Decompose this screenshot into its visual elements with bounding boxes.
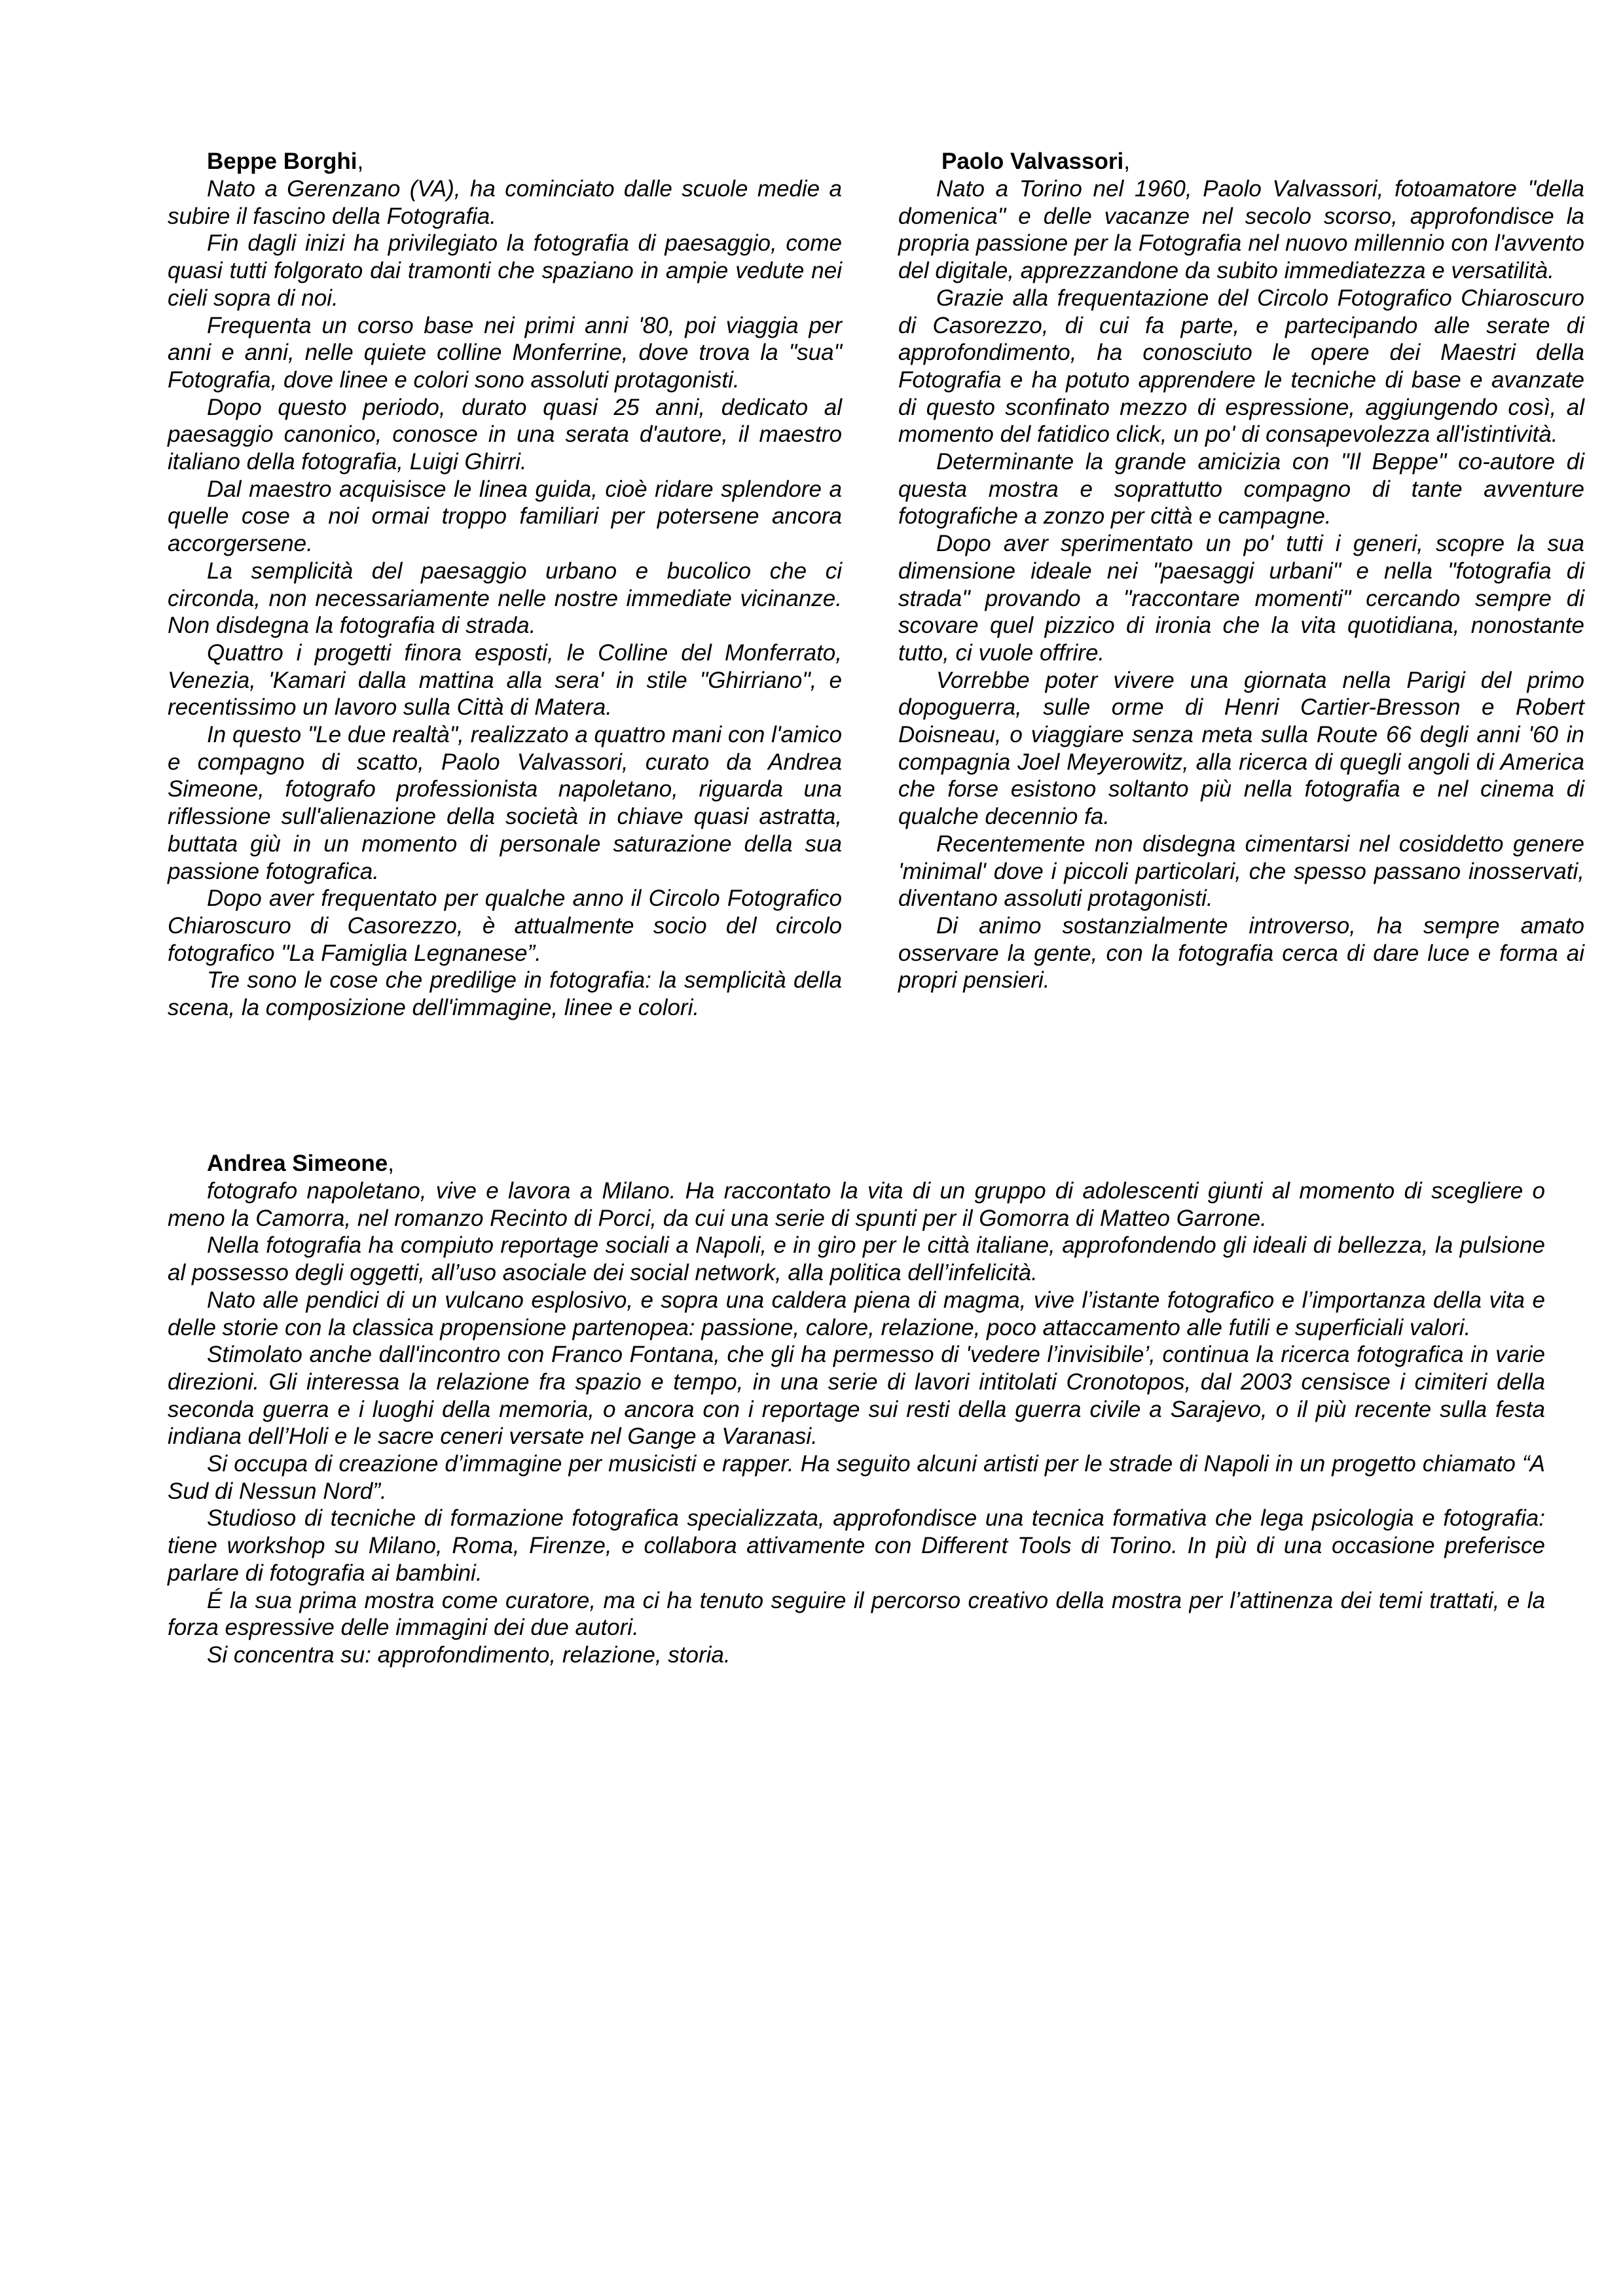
bio-heading <box>207 1150 1545 1177</box>
bio-paragraph: Nella fotografia ha compiuto reportage sociali a Napoli, e in giro per le città italiane, approfondendo gli ideali di bellezza, la pulsione al possesso degli oggetti, all’uso asociale dei social network, alla politica dell’infelicità. <box>168 1232 1545 1286</box>
bio-paragraph: Vorrebbe poter vivere una giornata nella Parigi del primo dopoguerra, sulle orme di Henri Cartier-Bresson e Robert Doisneau, o viaggiare senza meta sulla Route 66 degli anni '60 in compagnia Joel Meyerowitz, alla ricerca di quegli angoli di America che forse esistono soltanto più nella fotografia e nel cinema di qualche decennio fa. <box>898 667 1584 830</box>
bio-paragraph: Dopo questo periodo, durato quasi 25 anni, dedicato al paesaggio canonico, conosce in una serata d'autore, il maestro italiano della fotografia, Luigi Ghirri. <box>168 394 842 475</box>
bio-paragraph: Frequenta un corso base nei primi anni '80, poi viaggia per anni e anni, nelle quiete colline Monferrine, dove trova la "sua" Fotografia, dove linee e colori sono assoluti protagonisti. <box>168 312 842 393</box>
bio-paragraph: Si occupa di creazione d’immagine per musicisti e rapper. Ha seguito alcuni artisti per le strade di Napoli in un progetto chiamato “A Sud di Nessun Nord”. <box>168 1451 1545 1504</box>
author-name: Paolo Valvassori <box>941 149 1124 174</box>
bio-paragraph: Tre sono le cose che predilige in fotografia: la semplicità della scena, la composizione dell'immagine, linee e colori. <box>168 967 842 1021</box>
bio-paragraph: La semplicità del paesaggio urbano e bucolico che ci circonda, non necessariamente nelle nostre immediate vicinanze. Non disdegna la fotografia di strada. <box>168 558 842 639</box>
bio-heading <box>207 148 842 175</box>
bio-paragraph: Grazie alla frequentazione del Circolo Fotografico Chiaroscuro di Casorezzo, di cui fa parte, e partecipando alle serate di approfondimento, ha conosciuto le opere dei Maestri della Fotografia e ha potuto apprendere le tecniche di base e avanzate di questo sconfinato mezzo di espressione, aggiungendo così, al momento del fatidico click, un po' di consapevolezza all'istintività. <box>898 285 1584 448</box>
author-name: Andrea Simeone <box>207 1151 388 1176</box>
bio-paragraph: Dopo aver frequentato per qualche anno il Circolo Fotografico Chiaroscuro di Casorezzo, è attualmente socio del circolo fotografico "La Famiglia Legnanese”. <box>168 886 842 966</box>
bio-paragraph: Stimolato anche dall'incontro con Franco Fontana, che gli ha permesso di 'vedere l’invisibile’, continua la ricerca fotografica in varie direzioni. Gli interessa la relazione fra spazio e tempo, in una serie di lavori intitolati Cronotopos, dal 2003 censisce i cimiteri della seconda guerra e i luoghi della memoria, o ancora con i reportage sui resti della guerra civile a Sarajevo, o il più recente sulla festa indiana dell’Holi e le sacre ceneri versate nel Gange a Varanasi. <box>168 1342 1545 1450</box>
bio-paragraph: Nato alle pendici di un vulcano esplosivo, e sopra una caldera piena di magma, vive l’istante fotografico e l’importanza della vita e delle storie con la classica propensione partenopea: passione, calore, relazione, poco attaccamento alle futili e superficiali valori. <box>168 1287 1545 1340</box>
bio-paolo-valvassori <box>898 148 1584 994</box>
name-suffix: , <box>1123 149 1130 174</box>
bio-paragraph: Fin dagli inizi ha privilegiato la fotografia di paesaggio, come quasi tutti folgorato dai tramonti che spaziano in ampie vedute nei cieli sopra di noi. <box>168 230 842 311</box>
name-suffix: , <box>388 1151 394 1176</box>
bio-paragraph: In questo "Le due realtà", realizzato a quattro mani con l'amico e compagno di scatto, Paolo Valvassori, curato da Andrea Simeone, fotografo professionista napoletano, riguarda una riflessione sull'alienazione della società in chiave quasi astratta, buttata giù in un momento di personale saturazione della sua passione fotografica. <box>168 722 842 884</box>
name-suffix: , <box>357 149 364 174</box>
bio-heading <box>941 148 1584 175</box>
bio-paragraph: Recentemente non disdegna cimentarsi nel cosiddetto genere 'minimal' dove i piccoli particolari, che spesso passano inosservati, diventano assoluti protagonisti. <box>898 831 1584 912</box>
bio-paragraph: fotografo napoletano, vive e lavora a Milano. Ha raccontato la vita di un gruppo di adolescenti giunti al momento di scegliere o meno la Camorra, nel romanzo Recinto di Porci, da cui una serie di spunti per il Gomorra di Matteo Garrone. <box>168 1178 1545 1231</box>
bio-paragraph: Determinante la grande amicizia con "Il Beppe" co-autore di questa mostra e soprattutto compagno di tante avventure fotografiche a zonzo per città e campagne. <box>898 449 1584 529</box>
bio-paragraph: Quattro i progetti finora esposti, le Colline del Monferrato, Venezia, 'Kamari dalla mattina alla sera' in stile "Ghirriano", e recentissimo un lavoro sulla Città di Matera. <box>168 639 842 721</box>
bio-paragraph: Di animo sostanzialmente introverso, ha sempre amato osservare la gente, con la fotografia cerca di dare luce e forma ai propri pensieri. <box>898 912 1584 994</box>
bio-beppe-borghi <box>168 148 842 1022</box>
bio-paragraph: Studioso di tecniche di formazione fotografica specializzata, approfondisce una tecnica formativa che lega psicologia e fotografia: tiene workshop su Milano, Roma, Firenze, e collabora attivamente con Different Tools di Torino. In più di una occasione preferisce parlare di fotografia ai bambini. <box>168 1505 1545 1586</box>
author-name: Beppe Borghi <box>207 149 357 174</box>
bio-paragraph: É la sua prima mostra come curatore, ma ci ha tenuto seguire il percorso creativo della mostra per l’attinenza dei temi trattati, e la forza espressive delle immagini dei due autori. <box>168 1587 1545 1641</box>
bio-paragraph: Si concentra su: approfondimento, relazione, storia. <box>207 1641 731 1668</box>
bio-andrea-simeone <box>168 1150 1545 1669</box>
bio-paragraph: Dopo aver sperimentato un po' tutti i generi, scopre la sua dimensione ideale nei "paesaggi urbani" e nella "fotografia di strada" provando a "raccontare momenti" cercando sempre di scovare quel pizzico di ironia che la vita quotidiana, nonostante tutto, ci vuole offrire. <box>898 531 1584 666</box>
bio-paragraph: Nato a Gerenzano (VA), ha cominciato dalle scuole medie a subire il fascino della Fotografia. <box>168 176 842 229</box>
bio-paragraph: Dal maestro acquisisce le linea guida, cioè ridare splendore a quelle cose a noi ormai troppo familiari per potersene ancora accorgersene. <box>168 476 842 557</box>
bio-paragraph: Nato a Torino nel 1960, Paolo Valvassori, fotoamatore "della domenica" e delle vacanze nel secolo scorso, approfondisce la propria passione per la Fotografia nel nuovo millennio con l'avvento del digitale, apprezzandone da subito immediatezza e versatilità. <box>898 176 1584 284</box>
